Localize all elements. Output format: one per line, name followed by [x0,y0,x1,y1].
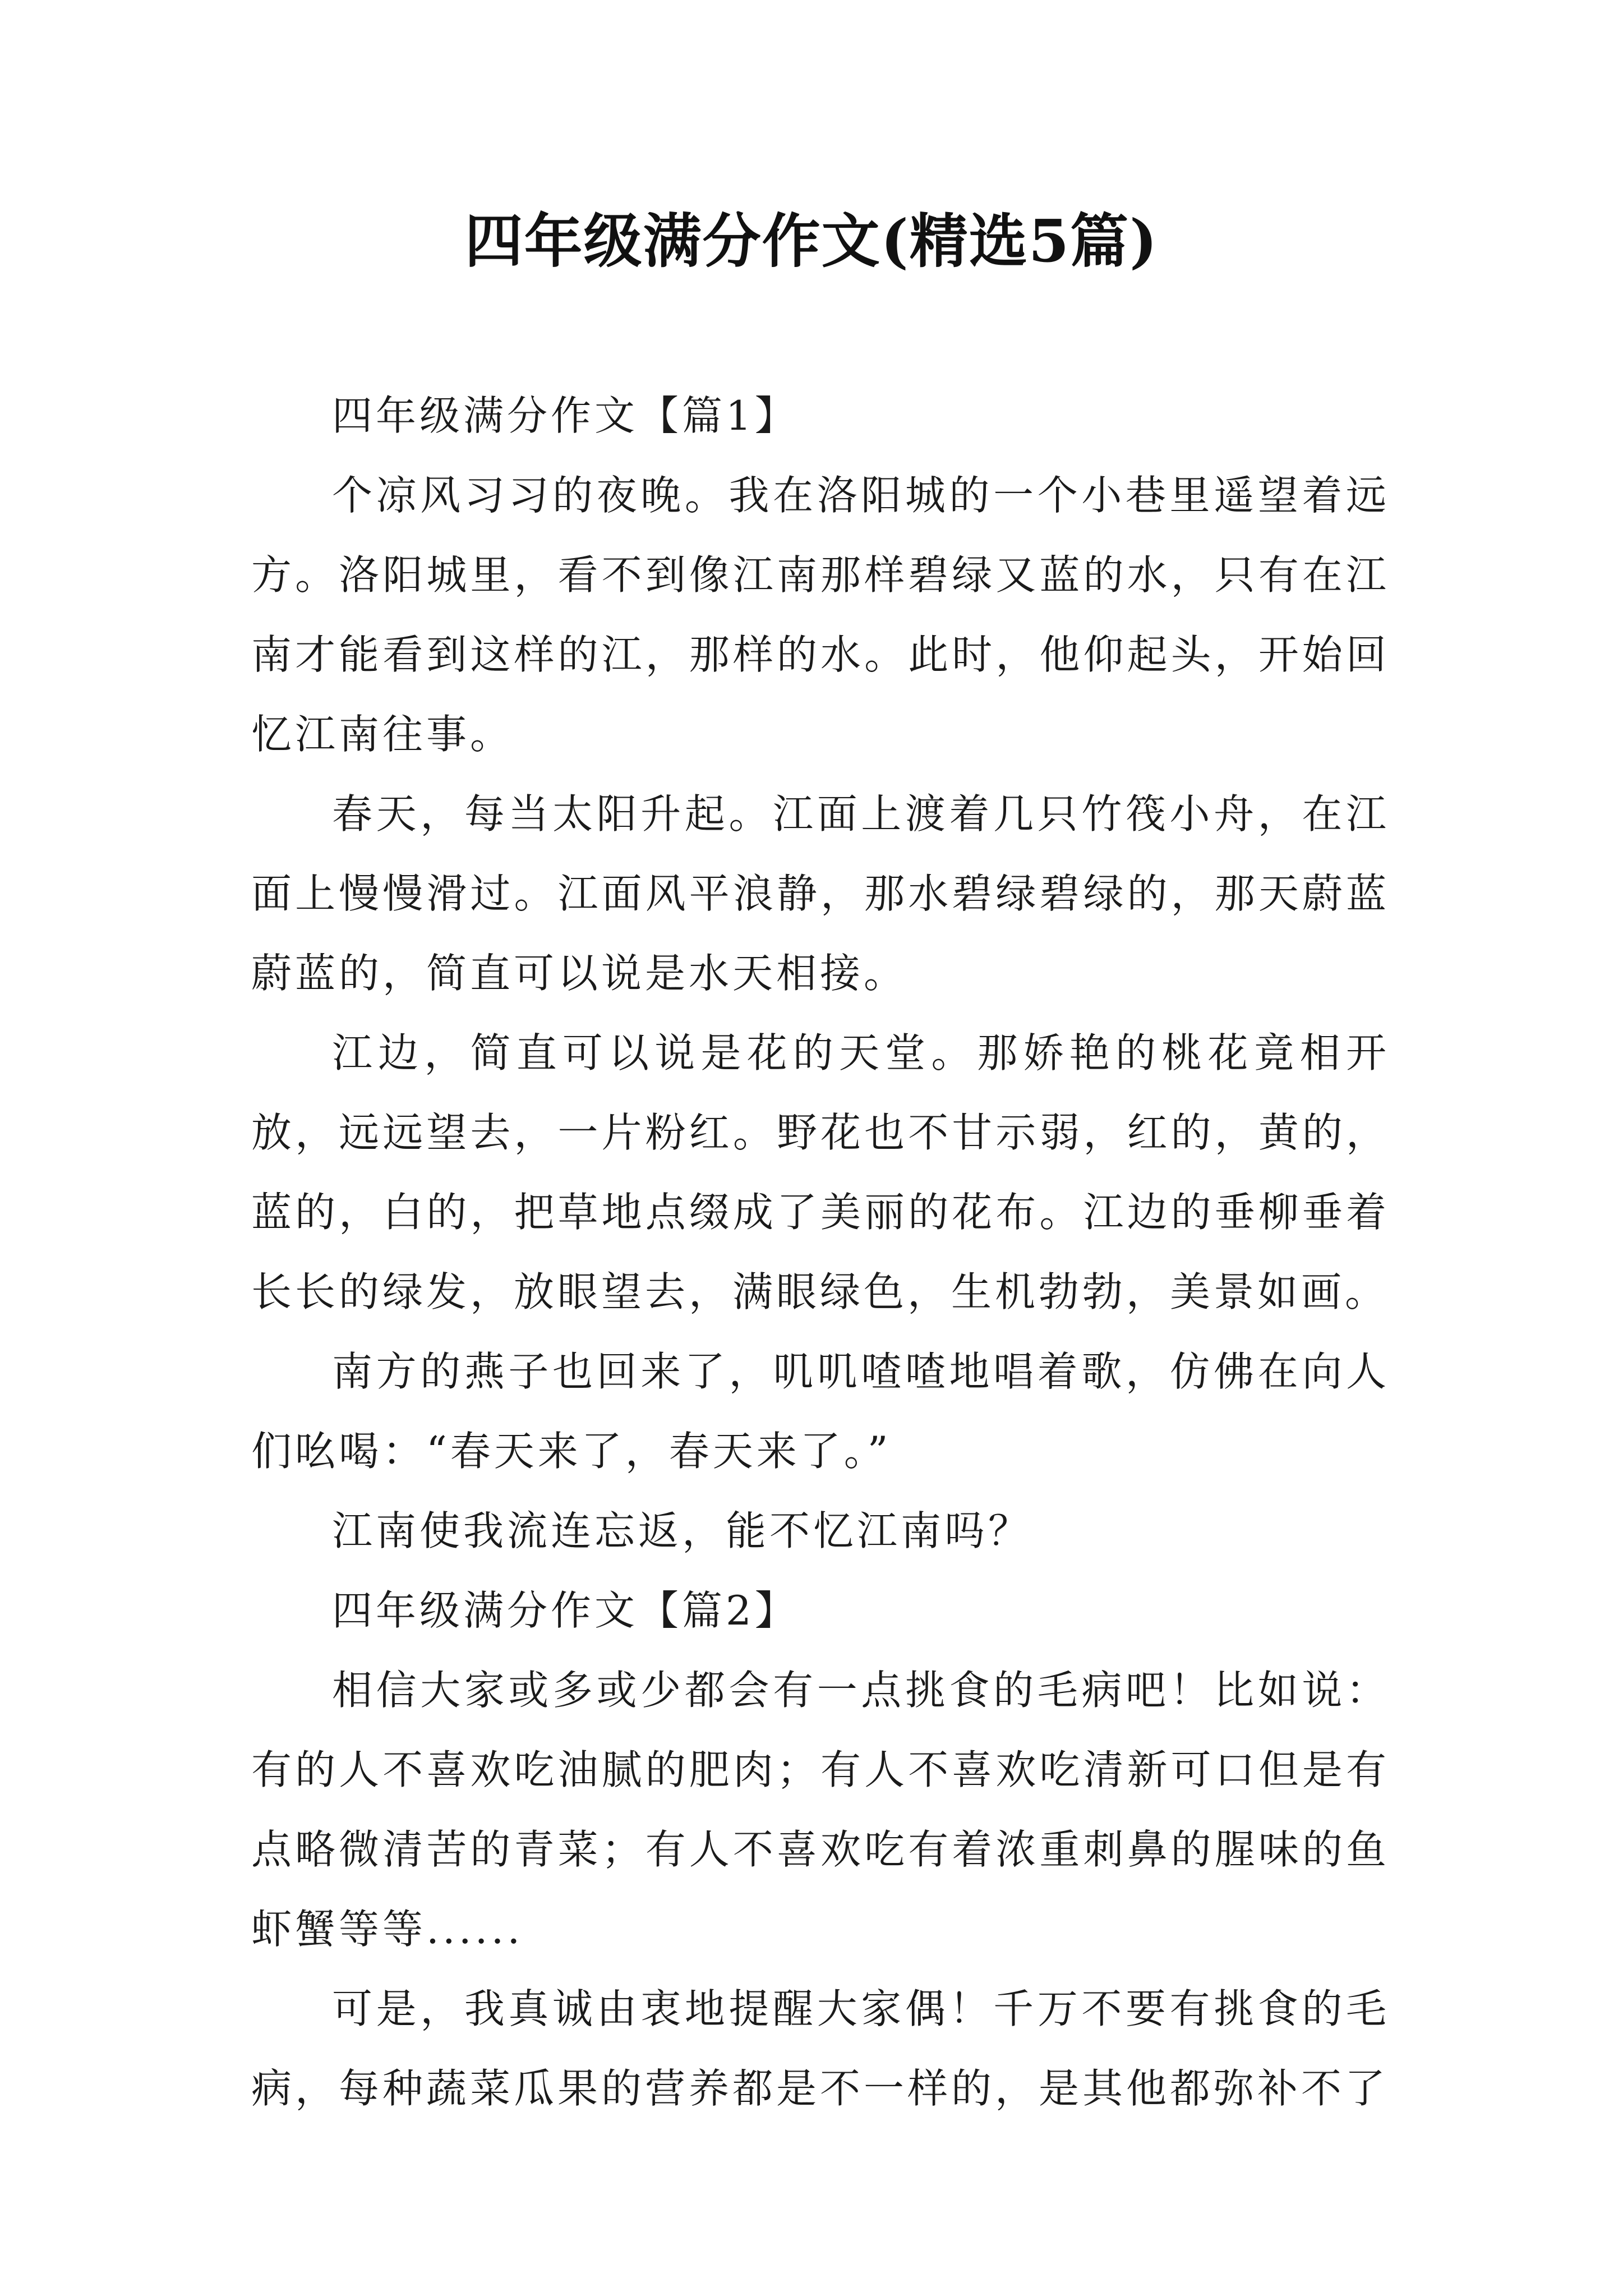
document-body [251,376,1390,2128]
paragraph: 相信大家或多或少都会有一点挑食的毛病吧！比如说：有的人不喜欢吃油腻的肥肉；有人不喜欢吃清新可口但是有点略微清苦的青菜；有人不喜欢吃有着浓重刺鼻的腥味的鱼虾蟹等等...... [251,1667,1390,1953]
paragraph: 江边，简直可以说是花的天堂。那娇艳的桃花竟相开放，远远望去，一片粉红。野花也不甘示弱，红的，黄的，蓝的，白的，把草地点缀成了美丽的花布。江边的垂柳垂着长长的绿发，放眼望去，满眼绿色，生机勃勃，美景如画。 [251,1029,1390,1315]
paragraph: 个凉风习习的夜晚。我在洛阳城的一个小巷里遥望着远方。洛阳城里，看不到像江南那样碧绿又蓝的水，只有在江南才能看到这样的江，那样的水。此时，他仰起头，开始回忆江南往事。 [251,472,1390,758]
section-heading-1: 四年级满分作文【篇1】 [332,392,799,439]
paragraph: 南方的燕子也回来了，叽叽喳喳地唱着歌，仿佛在向人们吆喝：“春天来了，春天来了。” [251,1348,1390,1475]
paragraph: 可是，我真诚由衷地提醒大家偶！千万不要有挑食的毛病，每种蔬菜瓜果的营养都是不一样的，是其他都弥补不了 [251,1985,1390,2112]
section-heading-2: 四年级满分作文【篇2】 [332,1587,799,1634]
paragraph: 江南使我流连忘返，能不忆江南吗？ [332,1507,1032,1554]
paragraph: 春天，每当太阳升起。江面上渡着几只竹筏小舟，在江面上慢慢滑过。江面风平浪静，那水碧绿碧绿的，那天蔚蓝蔚蓝的，简直可以说是水天相接。 [251,790,1390,997]
document-title: 四年级满分作文(精选5篇) [464,206,1159,275]
